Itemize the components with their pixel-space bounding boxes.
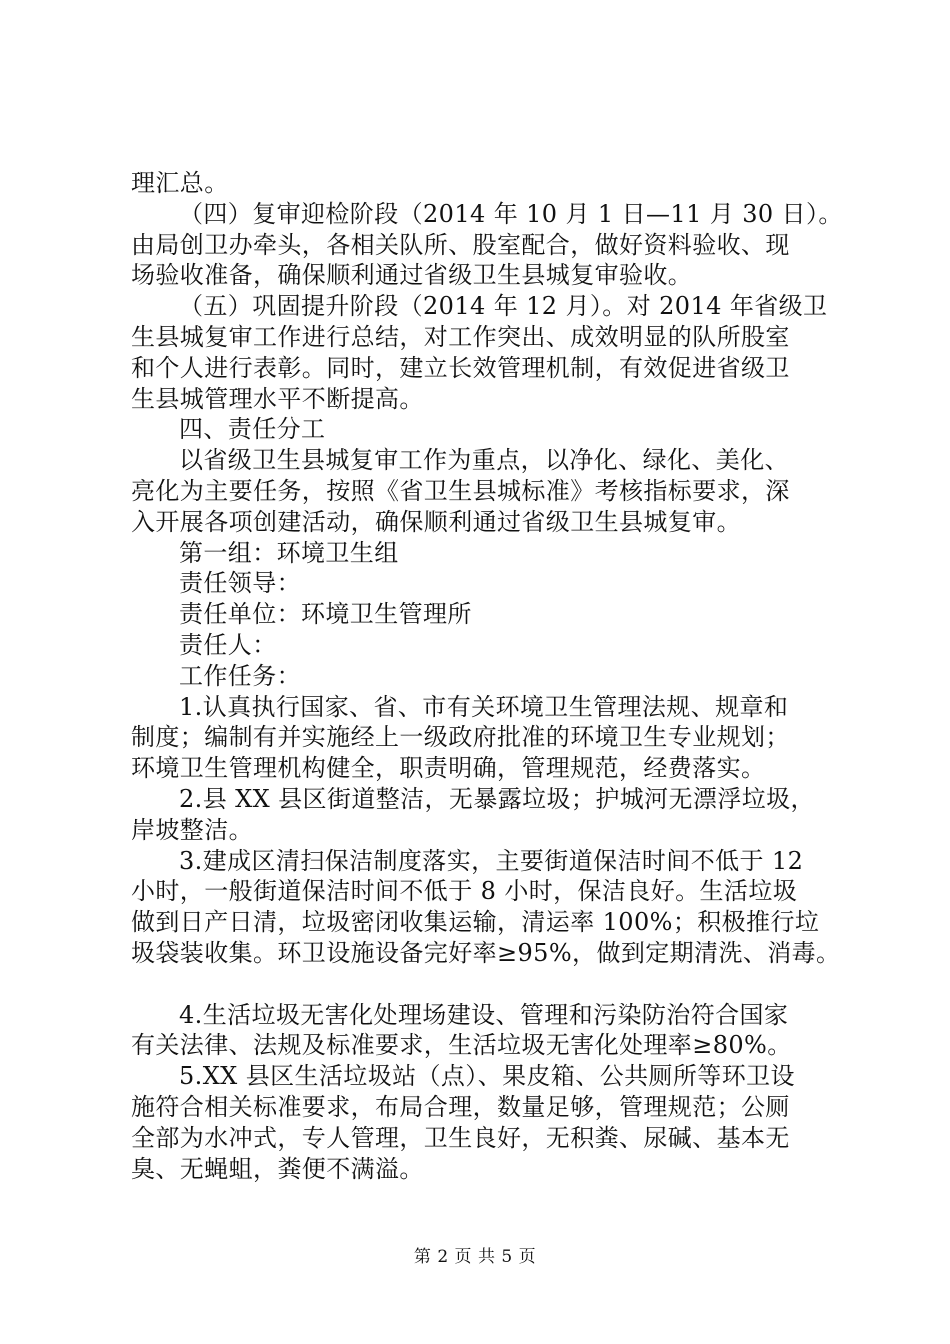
- text-line: 以省级卫生县城复审工作为重点，以净化、绿化、美化、: [179, 446, 789, 475]
- text-line: 制度；编制有并实施经上一级政府批准的环境卫生专业规划；: [131, 723, 790, 752]
- task-item-5: 5.XX 县区生活垃圾站（点）、果皮箱、公共厕所等环卫设: [179, 1062, 795, 1091]
- task-item-3: 3.建成区清扫保洁制度落实，主要街道保洁时间不低于 12: [179, 846, 804, 875]
- text-line: 生县城管理水平不断提高。: [131, 384, 424, 413]
- text-line: 施符合相关标准要求，布局合理，数量足够，管理规范；公厕: [131, 1092, 790, 1121]
- text-line: 全部为水冲式，专人管理，卫生良好，无积粪、尿碱、基本无: [131, 1123, 790, 1152]
- text-line: 岸坡整洁。: [131, 815, 253, 844]
- text-line: 亮化为主要任务，按照《省卫生县城标准》考核指标要求，深: [131, 476, 790, 505]
- document-body: [131, 168, 843, 1184]
- text-line: 圾袋装收集。环卫设施设备完好率≥95%，做到定期清洗、消毒。: [131, 938, 841, 967]
- page-footer: 第 2 页 共 5 页: [413, 1247, 537, 1267]
- section-heading-review: （四）复审迎检阶段（2014 年 10 月 1 日—11 月 30 日）。: [179, 199, 843, 228]
- text-line: 做到日产日清，垃圾密闭收集运输，清运率 100%；积极推行垃: [131, 908, 820, 937]
- responsible-person: 责任人：: [179, 630, 277, 659]
- paragraph-gap: [131, 969, 831, 1000]
- text-line: 臭、无蝇蛆，粪便不满溢。: [131, 1154, 424, 1183]
- text-line: 环境卫生管理机构健全，职责明确，管理规范，经费落实。: [131, 754, 766, 783]
- task-item-4: 4.生活垃圾无害化处理场建设、管理和污染防治符合国家: [179, 1000, 789, 1029]
- task-item-2: 2.县 XX 县区街道整洁，无暴露垃圾；护城河无漂浮垃圾，: [179, 784, 815, 813]
- text-line: 由局创卫办牵头，各相关队所、股室配合，做好资料验收、现: [131, 230, 790, 259]
- text-line: 有关法律、法规及标准要求，生活垃圾无害化处理率≥80%。: [131, 1031, 792, 1060]
- responsible-unit: 责任单位：环境卫生管理所: [179, 600, 472, 629]
- text-line: 场验收准备，确保顺利通过省级卫生县城复审验收。: [131, 261, 693, 290]
- text-line: 小时，一般街道保洁时间不低于 8 小时，保洁良好。生活垃圾: [131, 877, 798, 906]
- group-title: 第一组：环境卫生组: [179, 538, 399, 567]
- text-line: 和个人进行表彰。同时，建立长效管理机制，有效促进省级卫: [131, 353, 790, 382]
- responsible-leader: 责任领导：: [179, 569, 301, 598]
- work-tasks-label: 工作任务：: [179, 661, 301, 690]
- text-line: 入开展各项创建活动，确保顺利通过省级卫生县城复审。: [131, 507, 741, 536]
- task-item-1: 1.认真执行国家、省、市有关环境卫生管理法规、规章和: [179, 692, 789, 721]
- section-heading-consolidate: （五）巩固提升阶段（2014 年 12 月）。对 2014 年省级卫: [179, 292, 828, 321]
- section-heading-responsibility: 四、责任分工: [179, 415, 326, 444]
- text-line: 生县城复审工作进行总结，对工作突出、成效明显的队所股室: [131, 322, 790, 351]
- text-line: 理汇总。: [131, 169, 229, 197]
